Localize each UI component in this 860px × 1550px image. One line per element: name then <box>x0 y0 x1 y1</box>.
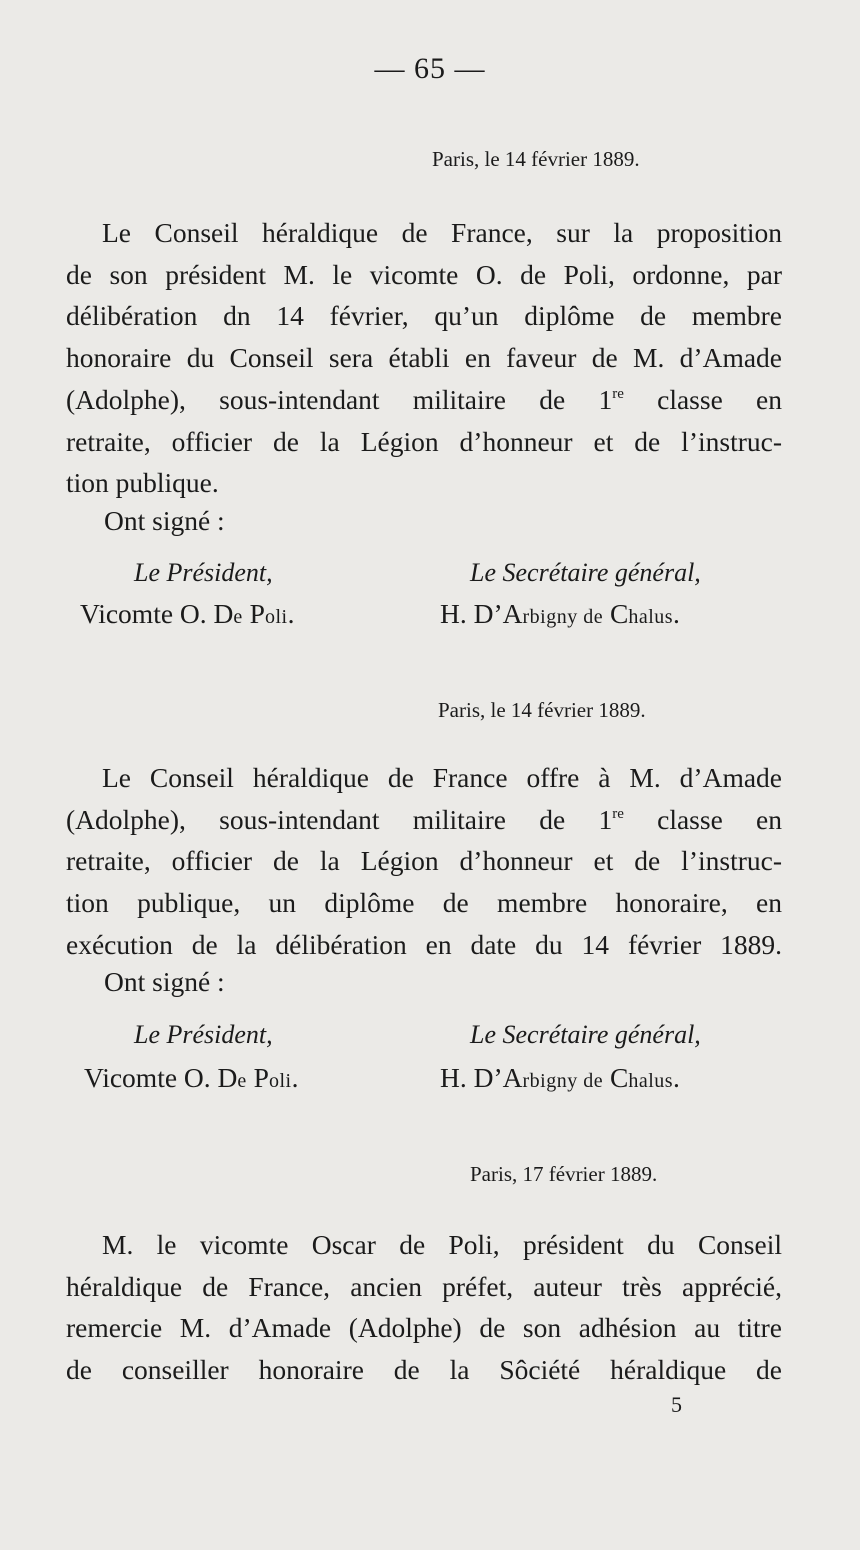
dateline-2: Paris, le 14 février 1889. <box>438 698 646 722</box>
text-line: tion publique. <box>66 467 219 499</box>
dateline-3: Paris, 17 février 1889. <box>470 1162 658 1186</box>
text-segment: classe en <box>623 803 782 835</box>
text-line: retraite, officier de la Légion d’honneur et de l’instruc- <box>66 845 782 877</box>
name-part: e <box>233 606 243 628</box>
paragraph-3 <box>66 1224 782 1391</box>
name-part: halus <box>628 1070 674 1092</box>
text-line: exécution de la délibération en date du 14 février 1889. <box>66 928 782 960</box>
text-segment: (Adolphe), sous-intendant militaire de 1 <box>66 383 613 415</box>
name-part: . <box>287 598 295 629</box>
name-part: rbigny de <box>522 606 604 628</box>
dateline-1: Paris, le 14 février 1889. <box>432 147 640 171</box>
text-line: honoraire du Conseil sera établi en faveur de M. d’Amade <box>66 342 782 374</box>
text-segment: classe en <box>623 383 782 415</box>
name-part: H. D’A <box>440 1062 523 1093</box>
president-name-2 <box>84 1062 298 1094</box>
text-line: de conseiller honoraire de la Sôciété héraldique de <box>66 1354 782 1386</box>
text-line: retraite, officier de la Légion d’honneur et de l’instruc- <box>66 425 782 457</box>
text-line: remercie M. d’Amade (Adolphe) de son adhésion au titre <box>66 1312 782 1344</box>
text-line: Le Conseil héraldique de France, sur la proposition <box>102 217 782 248</box>
text-line: Le Conseil héraldique de France offre à M. d’Amade <box>102 762 782 793</box>
secretary-name-2 <box>440 1062 680 1094</box>
name-part: H. D’A <box>440 598 523 629</box>
name-part: oli <box>268 1070 292 1092</box>
name-part: C <box>603 598 629 629</box>
name-part: Vicomte O. D <box>84 1062 238 1093</box>
name-part: rbigny de <box>522 1070 604 1092</box>
ordinal-superscript: re <box>612 805 624 822</box>
text-line: M. le vicomte Oscar de Poli, président du Conseil <box>102 1229 782 1260</box>
text-line: délibération dn 14 février, qu’un diplôme de membre <box>66 300 782 332</box>
president-title-2: Le Président, <box>134 1020 273 1049</box>
signed-label-2: Ont signé : <box>104 966 225 997</box>
president-name-1 <box>80 598 294 630</box>
name-part: . <box>673 598 680 629</box>
text-line <box>66 379 782 421</box>
name-part: halus <box>628 606 674 628</box>
president-title-1: Le Président, <box>134 558 273 587</box>
signature-mark: 5 <box>671 1392 682 1417</box>
paragraph-1 <box>66 212 782 504</box>
name-part: e <box>237 1070 247 1092</box>
name-part: P <box>246 1062 269 1093</box>
secretary-title-1: Le Secrétaire général, <box>470 558 701 587</box>
name-part: . <box>291 1062 299 1093</box>
text-line: héraldique de France, ancien préfet, auteur très apprécié, <box>66 1270 782 1302</box>
paragraph-2 <box>66 757 782 966</box>
name-part: oli <box>264 606 288 628</box>
signed-label-1: Ont signé : <box>104 505 225 536</box>
text-line: tion publique, un diplôme de membre honoraire, en <box>66 887 782 919</box>
secretary-name-1 <box>440 598 680 630</box>
name-part: Vicomte O. D <box>80 598 234 629</box>
name-part: P <box>242 598 265 629</box>
name-part: C <box>603 1062 629 1093</box>
ordinal-superscript: re <box>612 385 624 402</box>
secretary-title-2: Le Secrétaire général, <box>470 1020 701 1049</box>
page-number: — 65 — <box>374 52 486 85</box>
text-line: de son président M. le vicomte O. de Poli, ordonne, par <box>66 258 782 290</box>
text-segment: (Adolphe), sous-intendant militaire de 1 <box>66 803 613 835</box>
name-part: . <box>673 1062 680 1093</box>
text-line <box>66 799 782 841</box>
